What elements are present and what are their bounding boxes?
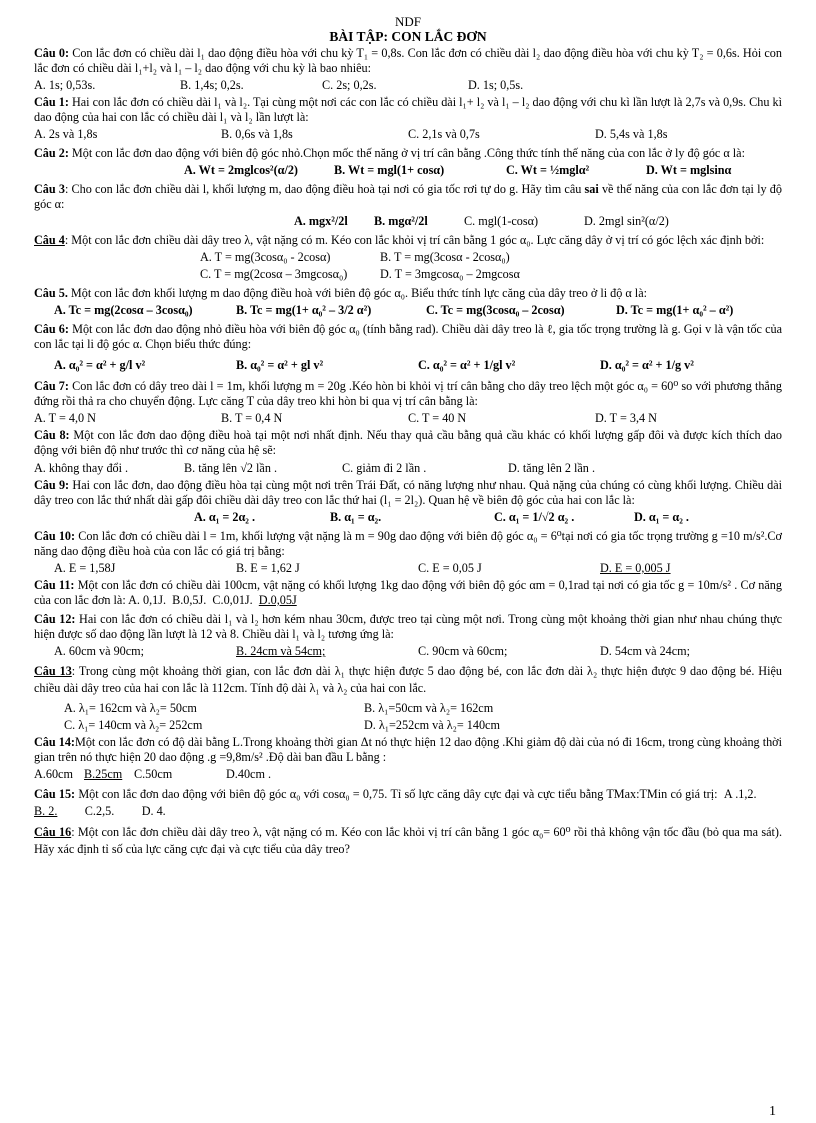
question-9: Câu 9: Hai con lắc đơn, dao động điều hòa tại cùng một nơi trên Trái Đất, có năng lượng như nhau. Quả nặng của chúng có cùng khối lượng. Chiều dài dây treo con lắc thứ nhất dài gấp đôi chiều dài dây treo con lắc thứ hai (l₁ = 2l₂). Quan hệ về biên độ góc của hai con lắc là: — [34, 478, 783, 507]
question-2: Câu 2: Một con lắc đơn dao động với biên độ góc nhỏ.Chọn mốc thế năng ở vị trí cân bằng .Công thức tính thế năng của con lắc ở ly độ góc α là: — [34, 146, 745, 160]
question-12: Câu 12: Hai con lắc đơn có chiều dài l₁ và l₂ hơn kém nhau 30cm, được treo tại cùng một nơi. Trong cùng một khoảng thời gian như nhau chúng thực hiện được số dao động lần lượt là 12 và 8. Chiều dài l₁ và l₂ tương ứng là: — [34, 612, 783, 641]
options-6: A. α₀² = α² + g/l v² B. α₀² = α² + gl v² C. α₀² = α² + 1/gl v² D. α₀² = α² + 1/g v² — [54, 358, 694, 372]
options-10: A. E = 1,58J B. E = 1,62 J C. E = 0,05 J D. E = 0,005 J — [54, 561, 671, 575]
page-header: NDF — [394, 14, 421, 29]
options-5: A. Tc = mg(2cosα – 3cosα₀) B. Tc = mg(1+ α₀² – 3/2 α²) C. Tc = mg(3cosα₀ – 2cosα) D. Tc = mg(1+ α₀² – α²) — [54, 303, 734, 317]
question-6: Câu 6: Một con lắc đơn dao động nhỏ điều hòa với biên độ góc α₀ (tính bằng rad). Chiều dài dây treo là ℓ, gia tốc trọng trường là g. Gọi v là vận tốc của con lắc tại li độ góc α. Chọn biểu thức đúng: — [34, 322, 782, 351]
question-10: Câu 10: Con lắc đơn có chiều dài l = 1m, khối lượng vật nặng là m = 90g dao động với biên độ góc α₀ = 6⁰tại nơi có gia tốc trọng trường g =10 m/s².Cơ năng dao động điều hoà của con lắc có giá trị bằng: — [34, 529, 783, 558]
options-3: A. mgx²/2l B. mgα²/2l C. mgl(1-cosα) D. 2mgl sin²(α/2) — [294, 214, 669, 228]
options-8: A. không thay đổi . B. tăng lên √2 lần . C. giảm đi 2 lần . D. tăng lên 2 lần . — [34, 461, 595, 475]
options-0: A. 1s; 0,53s. B. 1,4s; 0,2s. C. 2s; 0,2s. D. 1s; 0,5s. — [34, 78, 524, 92]
options-13a: A. λ₁= 162cm và λ₂= 50cm B. λ₁=50cm và λ₂= 162cm — [64, 701, 494, 715]
options-14: A.60cm B.25cm C.50cm D.40cm . — [34, 767, 272, 781]
options-1: A. 2s và 1,8s B. 0,6s và 1,8s C. 2,1s và 0,7s D. 5,4s và 1,8s — [34, 127, 668, 141]
page-number: 1 — [769, 1104, 776, 1119]
question-14: Câu 14:Một con lắc đơn có độ dài bằng L.Trong khoảng thời gian Δt nó thực hiện 12 dao động .Khi giảm độ dài của nó đi 16cm, trong cùng khoảng thời gian trên nó thực hiện 20 dao động .g =9,8m/s² .Độ dài ban đầu L bằng : — [34, 735, 782, 764]
question-7: Câu 7: Con lắc đơn có dây treo dài l = 1m, khối lượng m = 20g .Kéo hòn bi khỏi vị trí cân bằng cho dây treo lệch một góc α₀ = 60⁰ so với phương thẳng đứng rồi thả ra cho chuyển động. Lực căng T của dây treo khi hòn bi qua vị trí cân bằng là: — [34, 379, 783, 408]
question-4: Câu 4: Một con lắc đơn chiều dài dây treo λ, vật nặng có m. Kéo con lắc khỏi vị trí cân bằng 1 góc α₀. Lực căng dây ở vị trí có góc lệch xác định bởi: — [34, 233, 765, 247]
options-4a: A. T = mg(3cosα₀ - 2cosα) B. T = mg(3cosα - 2cosα₀) — [200, 250, 510, 264]
question-0: Câu 0: Con lắc đơn có chiều dài l₁ dao động điều hòa với chu kỳ T₁ = 0,8s. Con lắc đơn có chiều dài l₂ dao động điều hòa với chu kỳ T₂ = 0,6s. Hỏi con lắc đơn có chiều dài l₁+l₂ và l₁ – l₂ dao động với chu kỳ là bao nhiêu: — [34, 46, 782, 75]
options-12: A. 60cm và 90cm; B. 24cm và 54cm; C. 90cm và 60cm; D. 54cm và 24cm; — [54, 644, 691, 658]
question-5: Câu 5. Một con lắc đơn khối lượng m dao động điều hoà với biên độ góc α₀. Biểu thức tính lực căng của dây treo ở li độ α là: — [34, 286, 647, 300]
question-3: Câu 3: Cho con lắc đơn chiều dài l, khối lượng m, dao động điều hoà tại nơi có gia tốc rơi tự do g. Hãy tìm câu sai về thế năng của con lắc đơn tại ly độ góc α: — [34, 182, 782, 211]
question-1: Câu 1: Hai con lắc đơn có chiều dài l₁ và l₂. Tại cùng một nơi các con lắc có chiều dài l₁+ l₂ và l₁ – l₂ dao động với chu kì lần lượt là 2,7s và 0,9s. Chu kì dao động của hai con lắc có chiều dài l₁ và l₂ lần lượt là: — [34, 95, 783, 124]
options-2: A. Wt = 2mglcos²(α/2) B. Wt = mgl(1+ cosα) C. Wt = ½mglα² D. Wt = mglsinα — [184, 163, 732, 177]
question-13: Câu 13: Trong cùng một khoảng thời gian, con lắc đơn dài λ₁ thực hiện được 5 dao động bé, con lắc đơn dài λ₂ thực hiện được 9 dao động bé. Hiệu chiều dài dây treo của hai con lắc là 112cm. Tính độ dài λ₁ và λ₂ của hai con lắc. — [34, 664, 782, 695]
question-8: Câu 8: Một con lắc đơn dao động điều hoà tại một nơi nhất định. Nếu thay quả cầu bằng quả cầu khác có khối lượng gấp đôi và được kích thích dao động với biên độ như trước thì cơ năng của hệ sẽ: — [34, 428, 783, 457]
page-title: BÀI TẬP: CON LẮC ĐƠN — [329, 29, 487, 44]
options-7: A. T = 4,0 N B. T = 0,4 N C. T = 40 N D. T = 3,4 N — [34, 411, 657, 425]
question-15: Câu 15: Một con lắc đơn dao động với biên độ góc α₀ với cosα₀ = 0,75. Tỉ số lực căng dây cực đại và cực tiểu bằng TMax:TMin có giá trị: A .1,2. B. 2. C.2,5. D. 4. — [34, 787, 757, 818]
question-11: Câu 11: Một con lắc đơn có chiều dài 100cm, vật nặng có khối lượng 1kg dao động với biên độ góc αm = 0,1rad tại nơi có gia tốc g = 10m/s² . Cơ năng của con lắc đơn là: A. 0,1J. B.0,5J. C.0,01J. D.0,05J — [34, 578, 782, 607]
options-13b: C. λ₁= 140cm và λ₂= 252cm D. λ₁=252cm và λ₂= 140cm — [64, 718, 500, 732]
question-16: Câu 16: Một con lắc đơn chiều dài dây treo λ, vật nặng có m. Kéo con lắc khỏi vị trí cân bằng 1 góc α₀= 60⁰ rồi thả không vận tốc đầu (bỏ qua ma sát). Hãy xác định tỉ số của lực căng cực đại và cực tiểu của dây treo? — [34, 825, 782, 856]
options-9: A. α₁ = 2α₂ . B. α₁ = α₂. C. α₁ = 1/√2 α₂ . D. α₁ = α₂ . — [194, 510, 689, 524]
options-4b: C. T = mg(2cosα – 3mgcosα₀) D. T = 3mgcosα₀ – 2mgcosα — [200, 267, 520, 281]
